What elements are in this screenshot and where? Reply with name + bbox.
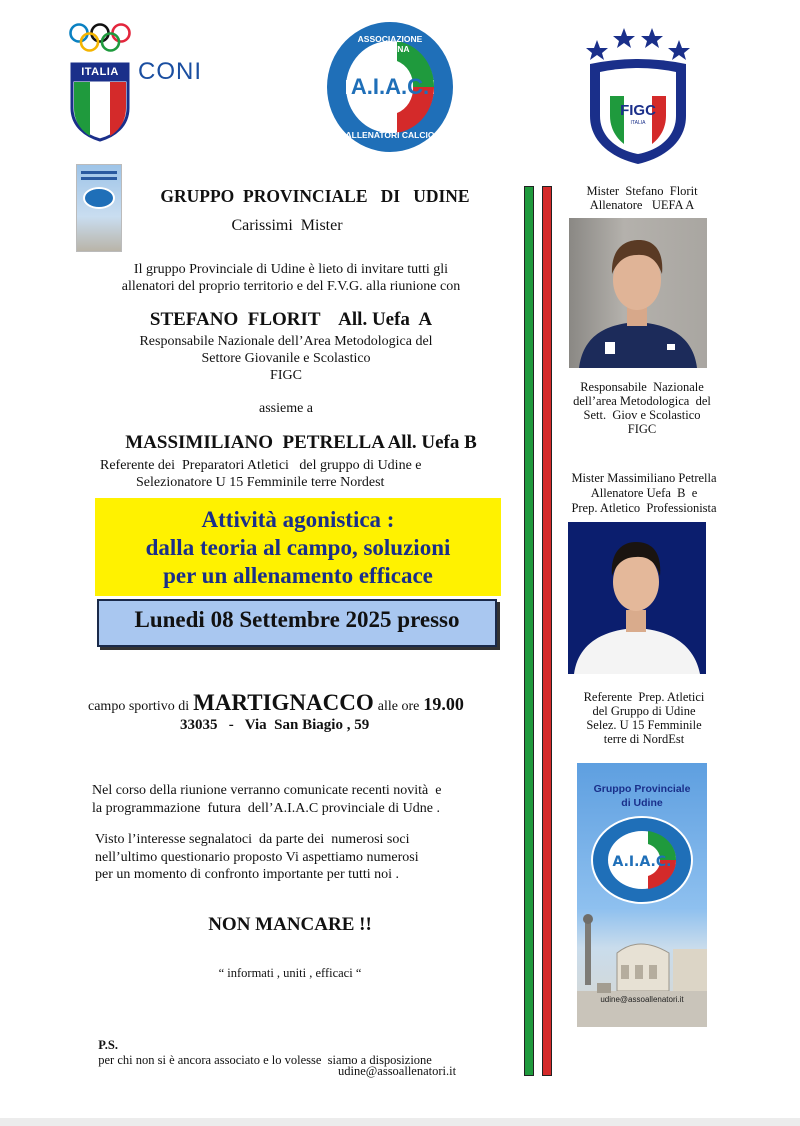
- venue-line: [88, 690, 518, 716]
- figc-name: FIGC: [620, 102, 656, 119]
- olympic-rings-icon: [68, 22, 132, 54]
- venue-address: 33035 - Via San Biagio , 59: [180, 717, 370, 733]
- florit-photo: [569, 218, 707, 368]
- speaker2-role-1: Referente dei Preparatori Atletici del gruppo di Udine e: [100, 458, 422, 473]
- speaker1-role-2: Settore Giovanile e Scolastico: [201, 351, 371, 366]
- topic-line-3: per un allenamento efficace: [163, 563, 433, 588]
- poster-title-1: Gruppo Provinciale: [593, 783, 691, 795]
- petrella-role-2: del Gruppo di Udine: [592, 704, 696, 718]
- venue-prefix: campo sportivo di: [88, 699, 190, 714]
- florit-caption-2: Allenatore UEFA A: [589, 198, 695, 212]
- coni-name: CONI: [138, 58, 202, 85]
- speaker1-name: STEFANO FLORIT All. Uefa A: [149, 309, 433, 330]
- body-p2-line-2: nell’ultimo questionario proposto Vi aspettiamo numerosi: [95, 850, 419, 865]
- stars-icon: [584, 26, 692, 60]
- venue-time-prefix: alle ore: [377, 699, 420, 714]
- topic-line-2: dalla teoria al campo, soluzioni: [145, 535, 451, 560]
- figc-sub: ITALIA: [630, 120, 646, 126]
- small-poster-thumbnail: [76, 164, 122, 252]
- petrella-role-4: terre di NordEst: [603, 732, 685, 746]
- ps-label: P.S.: [98, 1038, 118, 1052]
- date-text: Lunedi 08 Settembre 2025 presso: [134, 607, 460, 632]
- town-square-illustration-icon: [577, 913, 707, 1027]
- green-vertical-bar: [524, 186, 534, 1076]
- contact-email[interactable]: udine@assoallenatori.it: [338, 1064, 457, 1078]
- bottom-strip: [0, 1118, 800, 1126]
- aiac-text-bottom: ALLENATORI CALCIO: [345, 130, 435, 140]
- person-silhouette-icon: [569, 218, 707, 368]
- petrella-role-1: Referente Prep. Atletici: [583, 690, 705, 704]
- person-silhouette-icon: [568, 522, 706, 674]
- poster-email: udine@assoallenatori.it: [600, 995, 684, 1004]
- body-p2-line-1: Visto l’interesse segnalatoci da parte dei numerosi soci: [95, 832, 410, 847]
- together-text: assieme a: [258, 401, 314, 416]
- florit-role-1: Responsabile Nazionale: [580, 380, 704, 394]
- speaker1-role-1: Responsabile Nazionale dell’Area Metodologica del: [139, 334, 433, 349]
- coni-logo: [66, 22, 216, 144]
- florit-caption-1: Mister Stefano Florit: [586, 184, 698, 198]
- florit-role-4: FIGC: [627, 422, 657, 436]
- speaker2-name: MASSIMILIANO PETRELLA All. Uefa B: [125, 432, 477, 453]
- florit-role-3: Sett. Giov e Scolastico: [583, 408, 701, 422]
- motto: “ informati , uniti , efficaci “: [218, 966, 362, 980]
- aiac-text-top: ASSOCIAZIONE ITALIANA: [357, 34, 423, 54]
- petrella-caption-1: Mister Massimiliano Petrella: [571, 471, 717, 485]
- petrella-role-3: Selez. U 15 Femminile: [586, 718, 702, 732]
- speaker1-org: FIGC: [270, 368, 302, 383]
- ps-line: [92, 1023, 522, 1068]
- coni-badge-text: ITALIA: [81, 66, 119, 78]
- group-title: GRUPPO PROVINCIALE DI UDINE: [160, 186, 470, 206]
- topic-line-1: Attività agonistica :: [201, 507, 395, 532]
- petrella-photo: [568, 522, 706, 674]
- red-vertical-bar: [542, 186, 552, 1076]
- group-poster: [577, 763, 707, 1027]
- body-p1-line-1: Nel corso della riunione verranno comunicate recenti novità e: [92, 783, 442, 798]
- small-aiac-icon: [83, 187, 115, 209]
- ps-text: per chi non si è ancora associato e lo volesse siamo a disposizione: [98, 1053, 432, 1067]
- venue-time: 19.00: [423, 694, 464, 714]
- greeting: Carissimi Mister: [231, 217, 343, 234]
- body-p1-line-2: la programmazione futura dell’A.I.A.C provinciale di Udne .: [92, 801, 440, 816]
- intro-line-2: allenatori del proprio territorio e del F.V.G. alla riunione con: [121, 279, 461, 294]
- aiac-initials: A.I.A.C.: [350, 74, 430, 99]
- petrella-caption-3: Prep. Atletico Professionista: [571, 501, 717, 515]
- body-p2-line-3: per un momento di confronto importante per tutti noi .: [95, 867, 400, 882]
- florit-role-2: dell’area Metodologica del: [573, 394, 711, 408]
- figc-logo: [582, 26, 694, 166]
- petrella-caption-2: Allenatore Uefa B e: [590, 486, 698, 500]
- intro-line-1: Il gruppo Provinciale di Udine è lieto di invitare tutti gli: [133, 262, 449, 277]
- venue-place: MARTIGNACCO: [193, 690, 374, 715]
- svg-text:A.I.A.C.: A.I.A.C.: [612, 854, 672, 870]
- cta-text: NON MANCARE !!: [208, 914, 372, 935]
- aiac-logo: [325, 20, 455, 154]
- poster-aiac-emblem-icon: [590, 815, 694, 905]
- poster-title-2: di Udine: [621, 797, 663, 809]
- speaker2-role-2: Selezionatore U 15 Femminile terre Nordest: [136, 475, 385, 490]
